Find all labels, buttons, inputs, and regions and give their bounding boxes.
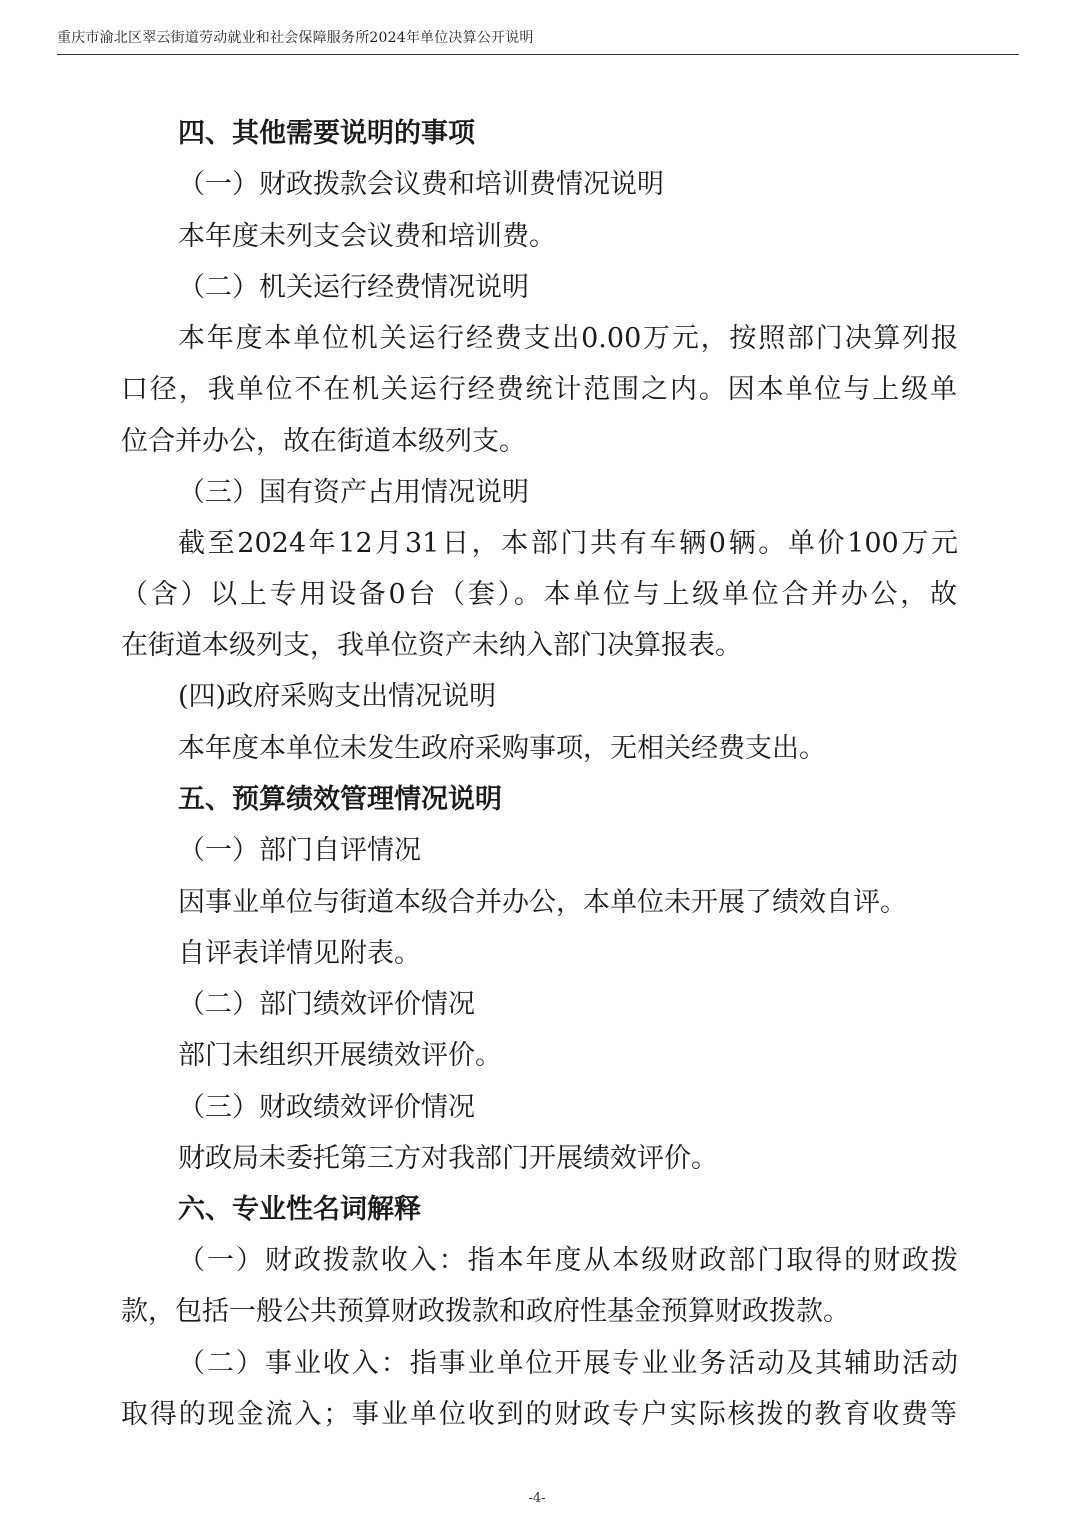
section-4-2-heading: （二）机关运行经费情况说明 <box>178 272 529 303</box>
section-4-4-heading: (四)政府采购支出情况说明 <box>178 681 497 712</box>
section-4-heading: 四、其他需要说明的事项 <box>178 118 475 149</box>
section-6-heading: 六、专业性名词解释 <box>178 1194 421 1225</box>
section-5-2-text: 部门未组织开展绩效评价。 <box>178 1040 502 1071</box>
page-header: 重庆市渝北区翠云街道劳动就业和社会保障服务所2024年单位决算公开说明 <box>57 30 534 46</box>
section-5-1-heading: （一）部门自评情况 <box>178 835 421 866</box>
header-divider <box>57 54 1019 55</box>
section-6-2-text-line-1: （二）事业收入：指事业单位开展专业业务活动及其辅助活动 <box>178 1348 958 1379</box>
section-4-2-text-line-1: 本年度本单位机关运行经费支出0.00万元，按照部门决算列报 <box>178 323 958 354</box>
section-4-3-text-line-2: （含）以上专用设备0台（套）。本单位与上级单位合并办公，故 <box>121 579 957 610</box>
section-6-1-text-line-2: 款，包括一般公共预算财政拨款和政府性基金预算财政拨款。 <box>121 1296 850 1327</box>
section-4-1-text: 本年度未列支会议费和培训费。 <box>178 221 556 252</box>
section-4-3-text-line-3: 在街道本级列支，我单位资产未纳入部门决算报表。 <box>121 630 742 661</box>
section-4-3-heading: （三）国有资产占用情况说明 <box>178 477 529 508</box>
section-5-1-text-line-2: 自评表详情见附表。 <box>178 938 421 969</box>
section-4-4-text: 本年度本单位未发生政府采购事项，无相关经费支出。 <box>178 733 826 764</box>
section-5-3-text: 财政局未委托第三方对我部门开展绩效评价。 <box>178 1143 718 1174</box>
section-5-2-heading: （二）部门绩效评价情况 <box>178 989 475 1020</box>
section-4-1-heading: （一）财政拨款会议费和培训费情况说明 <box>178 169 664 200</box>
section-6-2-text-line-2: 取得的现金流入；事业单位收到的财政专户实际核拨的教育收费等 <box>121 1399 957 1430</box>
section-5-1-text-line-1: 因事业单位与街道本级合并办公，本单位未开展了绩效自评。 <box>178 887 907 918</box>
section-4-2-text-line-3: 位合并办公，故在街道本级列支。 <box>121 426 526 457</box>
section-6-1-text-line-1: （一）财政拨款收入：指本年度从本级财政部门取得的财政拨 <box>178 1245 958 1276</box>
section-5-heading: 五、预算绩效管理情况说明 <box>178 784 502 815</box>
section-5-3-heading: （三）财政绩效评价情况 <box>178 1092 475 1123</box>
section-4-3-text-line-1: 截至2024年12月31日，本部门共有车辆0辆。单价100万元 <box>178 528 958 559</box>
section-4-2-text-line-2: 口径，我单位不在机关运行经费统计范围之内。因本单位与上级单 <box>121 374 957 405</box>
page-number: -4- <box>528 1491 546 1506</box>
